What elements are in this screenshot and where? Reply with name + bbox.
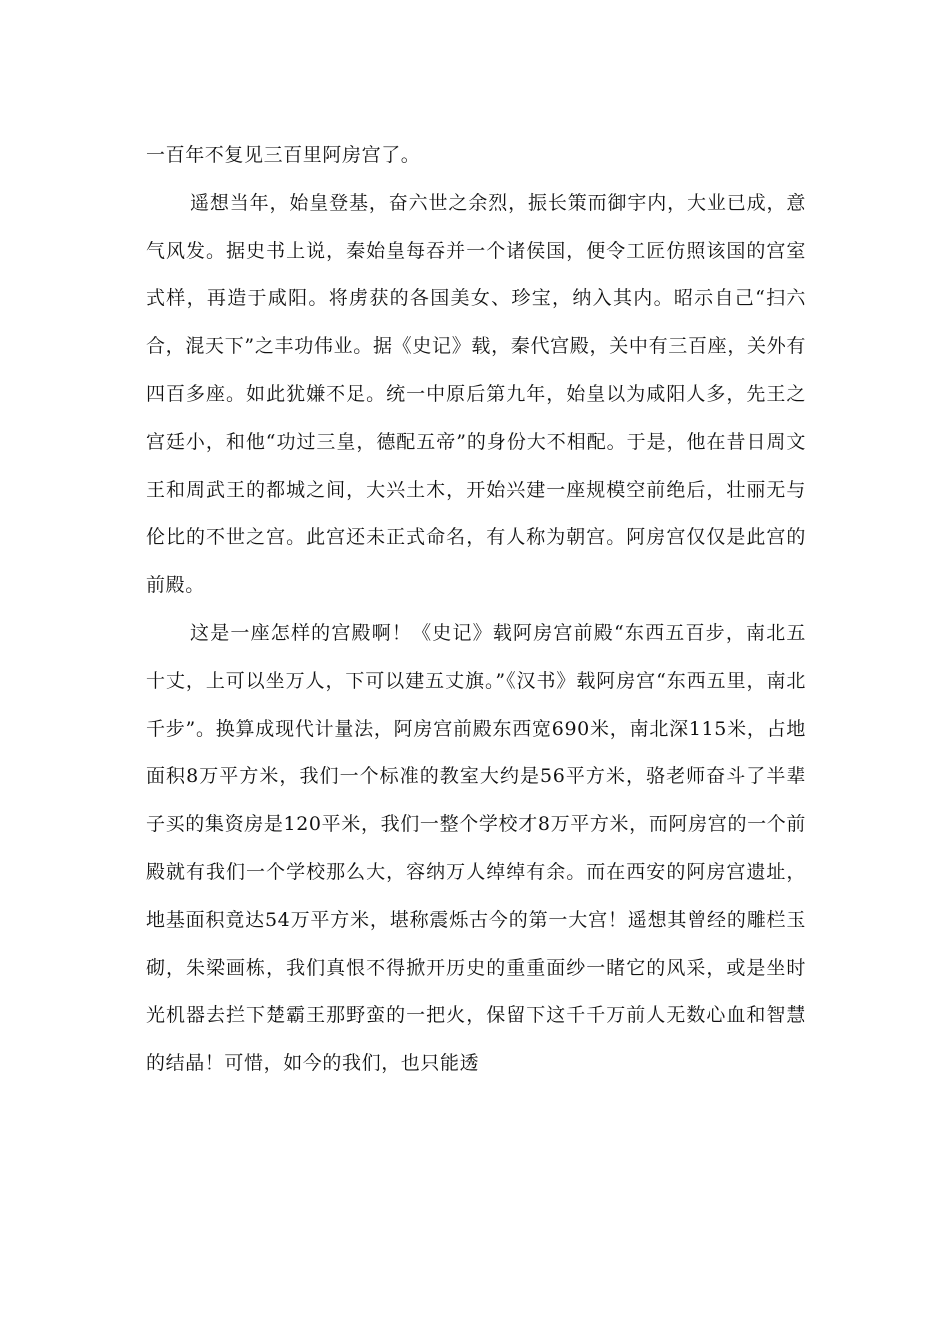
- paragraph-3: 这是一座怎样的宫殿啊！《史记》载阿房宫前殿“东西五百步，南北五十丈，上可以坐万人，下可以建五丈旗。”《汉书》载阿房宫“东西五里，南北千步”。换算成现代计量法，阿房宫前殿东西宽690米，南北深115米，占地面积8万平方米，我们一个标准的教室大约是56平方米，骆老师奋斗了半辈子买的集资房是120平米，我们一整个学校才8万平方米，而阿房宫的一个前殿就有我们一个学校那么大，容纳万人绰绰有余。而在西安的阿房宫遗址，地基面积竟达54万平方米，堪称震烁古今的第一大宫！遥想其曾经的雕栏玉砌，朱梁画栋，我们真恨不得掀开历史的重重面纱一睹它的风采，或是坐时光机器去拦下楚霸王那野蛮的一把火，保留下这千千万前人无数心血和智慧的结晶！可惜，如今的我们，也只能透: [146, 621, 806, 1075]
- paragraph-1: 一百年不复见三百里阿房宫了。: [146, 144, 421, 166]
- document-body: [146, 132, 806, 1088]
- paragraph-2: 遥想当年，始皇登基，奋六世之余烈，振长策而御宇内，大业已成，意气风发。据史书上说，秦始皇每吞并一个诸侯国，便令工匠仿照该国的宫室式样，再造于咸阳。将虏获的各国美女、珍宝，纳入其内。昭示自己“扫六合，混天下”之丰功伟业。据《史记》载，秦代宫殿，关中有三百座，关外有四百多座。如此犹嫌不足。统一中原后第九年，始皇以为咸阳人多，先王之宫廷小，和他“功过三皇，德配五帝”的身份大不相配。于是，他在昔日周文王和周武王的都城之间，大兴土木，开始兴建一座规模空前绝后，壮丽无与伦比的不世之宫。此宫还未正式命名，有人称为朝宫。阿房宫仅仅是此宫的前殿。: [146, 191, 806, 597]
